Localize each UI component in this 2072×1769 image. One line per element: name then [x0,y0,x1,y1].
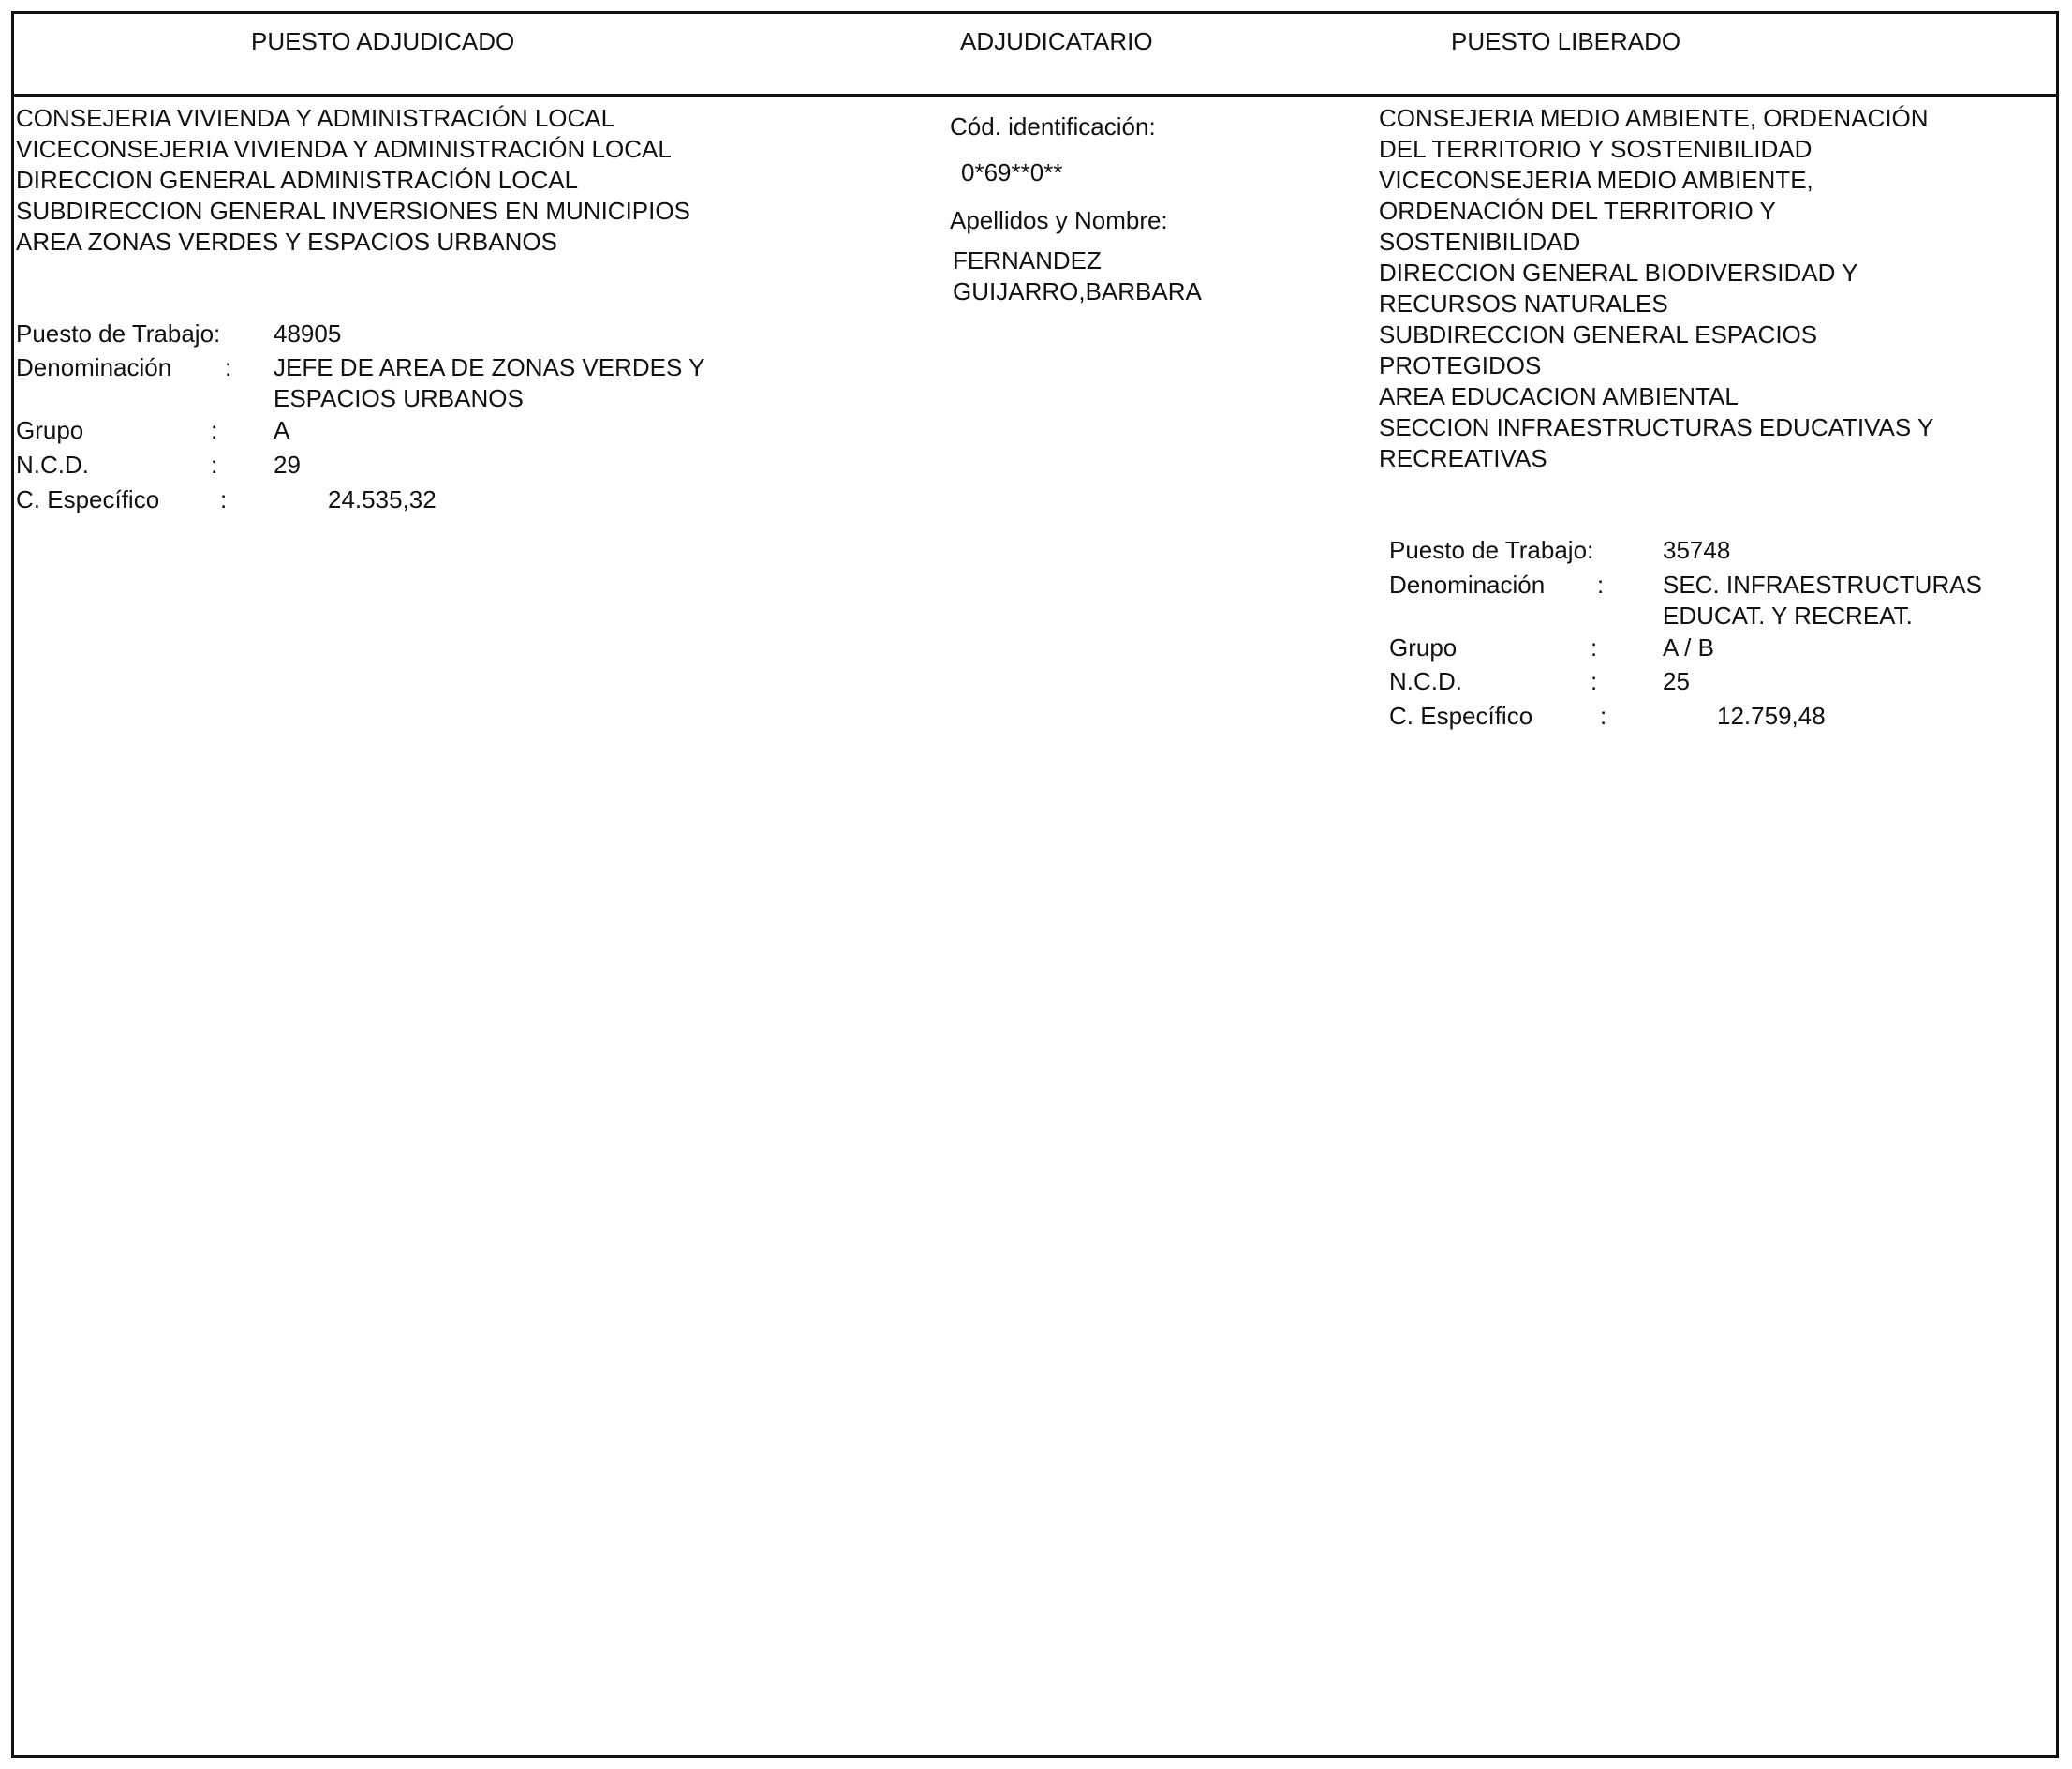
adjudicado-denominacion-value-2: ESPACIOS URBANOS [274,384,524,412]
adjudicado-cespecifico-value: 24.535,32 [328,485,437,513]
adjudicado-ncd-value: 29 [274,451,301,479]
colon: : [1597,571,1605,599]
colon: : [211,416,218,444]
colon: : [220,485,228,513]
header-puesto-liberado: PUESTO LIBERADO [1451,27,1681,55]
org-line: CONSEJERIA VIVIENDA Y ADMINISTRACIÓN LOCAL [16,104,615,132]
liberado-ncd-label: N.C.D. [1389,667,1462,695]
header-puesto-adjudicado: PUESTO ADJUDICADO [251,27,515,55]
colon: : [225,353,232,381]
org-line: SOSTENIBILIDAD [1379,228,1581,256]
colon: : [1600,702,1607,730]
org-line: DIRECCION GENERAL BIODIVERSIDAD Y [1379,259,1858,287]
liberado-ncd-value: 25 [1663,667,1690,695]
org-line: ORDENACIÓN DEL TERRITORIO Y [1379,197,1776,225]
adjudicatario-nombre-line2: GUIJARRO,BARBARA [953,277,1202,305]
liberado-org-block [1379,103,1933,474]
adjudicado-org-block [16,103,690,258]
org-line: RECURSOS NATURALES [1379,290,1668,318]
adjudicado-grupo-label: Grupo [16,416,84,444]
adjudicatario-cod-value: 0*69**0** [961,158,1063,186]
org-line: DEL TERRITORIO Y SOSTENIBILIDAD [1379,135,1813,163]
org-line: VICECONSEJERIA VIVIENDA Y ADMINISTRACIÓN LOCAL [16,135,672,163]
org-line: SUBDIRECCION GENERAL ESPACIOS [1379,320,1818,349]
header-adjudicatario: ADJUDICATARIO [960,27,1153,55]
adjudicado-puesto-value: 48905 [274,320,342,348]
org-line: SECCION INFRAESTRUCTURAS EDUCATIVAS Y [1379,413,1934,441]
liberado-denominacion-value-1: SEC. INFRAESTRUCTURAS [1663,571,1982,599]
adjudicatario-nombre-label: Apellidos y Nombre: [950,206,1168,234]
liberado-grupo-label: Grupo [1389,633,1458,662]
org-line: DIRECCION GENERAL ADMINISTRACIÓN LOCAL [16,166,579,194]
adjudicado-puesto-label: Puesto de Trabajo: [16,320,221,348]
org-line: PROTEGIDOS [1379,351,1542,379]
colon: : [211,451,218,479]
adjudicado-denominacion-label: Denominación [16,353,172,381]
liberado-grupo-value: A / B [1663,633,1714,662]
colon: : [1591,667,1598,695]
org-line: AREA ZONAS VERDES Y ESPACIOS URBANOS [16,228,557,256]
adjudicatario-nombre-line1: FERNANDEZ [953,246,1102,275]
org-line: CONSEJERIA MEDIO AMBIENTE, ORDENACIÓN [1379,104,1929,132]
liberado-denominacion-label: Denominación [1389,571,1546,599]
adjudicatario-cod-label: Cód. identificación: [950,112,1156,141]
org-line: AREA EDUCACION AMBIENTAL [1379,382,1739,410]
colon: : [1591,633,1598,662]
liberado-denominacion-value-2: EDUCAT. Y RECREAT. [1663,602,1913,630]
adjudicado-denominacion-value-1: JEFE DE AREA DE ZONAS VERDES Y [274,353,705,381]
liberado-puesto-value: 35748 [1663,536,1731,564]
org-line: SUBDIRECCION GENERAL INVERSIONES EN MUNICIPIOS [16,197,690,225]
adjudicado-ncd-label: N.C.D. [16,451,89,479]
liberado-puesto-label: Puesto de Trabajo: [1389,536,1594,564]
liberado-cespecifico-label: C. Específico [1389,702,1533,730]
header-divider [11,94,2059,97]
adjudicado-grupo-value: A [274,416,290,444]
org-line: VICECONSEJERIA MEDIO AMBIENTE, [1379,166,1813,194]
liberado-cespecifico-value: 12.759,48 [1717,702,1826,730]
adjudicado-cespecifico-label: C. Específico [16,485,160,513]
org-line: RECREATIVAS [1379,444,1547,472]
